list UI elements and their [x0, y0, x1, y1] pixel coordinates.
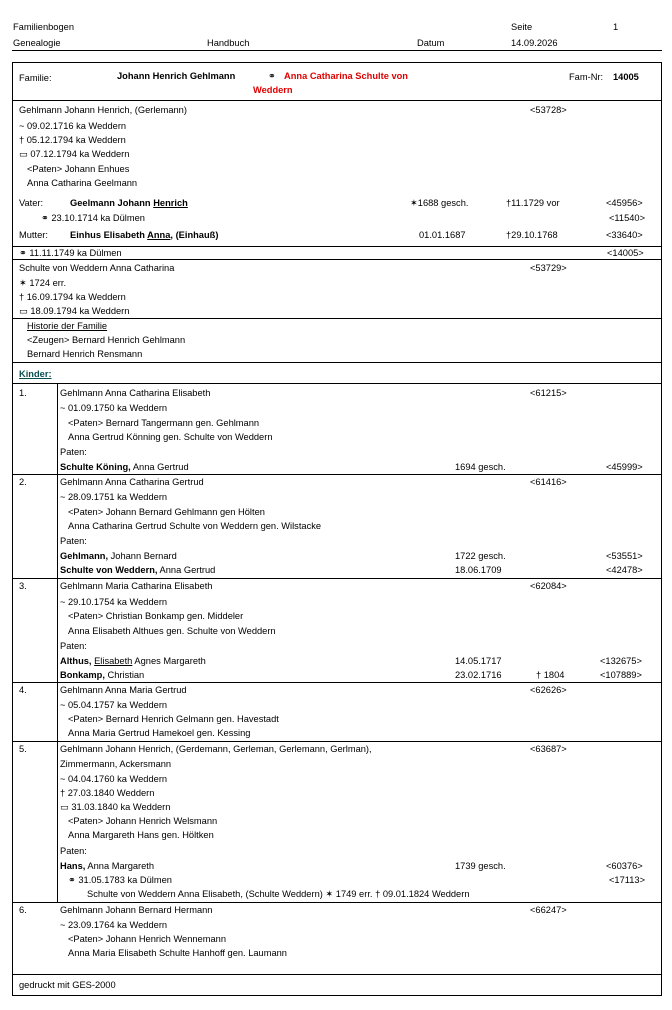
child-5-paten-2: Anna Margareth Hans gen. Höltken — [68, 830, 214, 840]
husband-death: † 05.12.1794 ka Weddern — [19, 135, 126, 145]
child-5-spouse-given: Anna Margareth — [85, 861, 155, 871]
divider-child-6 — [12, 902, 662, 903]
mother-label: Mutter: — [19, 230, 48, 240]
child-4-number: 4. — [19, 685, 27, 695]
child-3-paten-label: Paten: — [60, 641, 87, 651]
child-2-spouse-2 — [60, 564, 215, 576]
wife-id: <53729> — [530, 263, 567, 273]
mother-death: †29.10.1768 — [506, 230, 558, 240]
child-3-baptism: ~ 29.10.1754 ka Weddern — [60, 597, 168, 607]
divider-child-3 — [12, 578, 662, 579]
child-5-marriage-spouse: Schulte von Weddern Anna Elisabeth, (Schulte Weddern) ✶ 1749 err. † 09.01.1824 Weddern — [87, 889, 470, 899]
wife-burial: ▭ 18.09.1794 ka Weddern — [19, 306, 130, 316]
doc-title: Familienbogen — [13, 22, 74, 32]
child-5-marriage: ⚭ 31.05.1783 ka Dülmen — [68, 875, 172, 885]
child-1-name: Gehlmann Anna Catharina Elisabeth — [60, 388, 211, 398]
child-6-paten-2: Anna Maria Elisabeth Schulte Hanhoff gen. Laumann — [68, 948, 287, 958]
wife-name: Schulte von Weddern Anna Catharina — [19, 263, 175, 273]
child-1-paten-2: Anna Gertrud Könning gen. Schulte von Weddern — [68, 432, 273, 442]
child-3-spouse-2-given: Christian — [104, 670, 145, 680]
family-box-bottom — [12, 100, 662, 101]
print-date: 14.09.2026 — [511, 38, 558, 48]
family-wife-line1: Anna Catharina Schulte von — [284, 71, 408, 81]
child-5-paten-label: Paten: — [60, 846, 87, 856]
child-2-id: <61416> — [530, 477, 567, 487]
child-6-name: Gehlmann Johann Bernard Hermann — [60, 905, 213, 915]
child-5-spouse-id: <60376> — [606, 861, 643, 871]
divider-child-4 — [12, 682, 662, 683]
child-3-spouse-1-id: <132675> — [600, 656, 642, 666]
child-2-name: Gehlmann Anna Catharina Gertrud — [60, 477, 204, 487]
child-3-paten-2: Anna Elisabeth Althues gen. Schulte von Weddern — [68, 626, 276, 636]
mother-name-text: Einhus Elisabeth — [70, 230, 148, 240]
header-rule — [12, 50, 662, 51]
child-5-name: Gehlmann Johann Henrich, (Gerdemann, Gerleman, Gerlemann, Gerlman), — [60, 744, 372, 754]
child-2-spouse-1-birth: 1722 gesch. — [455, 551, 506, 561]
child-3-spouse-2-death: † 1804 — [536, 670, 565, 680]
child-3-name: Gehlmann Maria Catharina Elisabeth — [60, 581, 213, 591]
child-1-id: <61215> — [530, 388, 567, 398]
family-label: Familie: — [19, 73, 52, 83]
child-2-spouse-1-surname: Gehlmann, — [60, 551, 109, 561]
child-3-id: <62084> — [530, 581, 567, 591]
child-3-number: 3. — [19, 581, 27, 591]
fam-nr: 14005 — [613, 72, 639, 82]
child-6-number: 6. — [19, 905, 27, 915]
page-label: Seite — [511, 22, 533, 32]
father-name-text: Geelmann Johann — [70, 198, 154, 208]
history-line-1: <Zeugen> Bernard Henrich Gehlmann — [27, 335, 186, 345]
child-2-spouse-2-birth: 18.06.1709 — [455, 565, 502, 575]
mother-name — [70, 229, 218, 241]
child-6-paten-1: <Paten> Johann Henrich Wennemann — [68, 934, 226, 944]
child-4-paten-1: <Paten> Bernard Henrich Gelmann gen. Havestadt — [68, 714, 279, 724]
marriage-id: <14005> — [607, 248, 644, 258]
father-id: <45956> — [606, 198, 643, 208]
child-5-marriage-id: <17113> — [609, 875, 646, 885]
children-left — [12, 383, 13, 974]
child-4-baptism: ~ 05.04.1757 ka Weddern — [60, 700, 168, 710]
doc-subtitle: Genealogie — [13, 38, 61, 48]
father-death: †11.1729 vor — [506, 198, 560, 208]
marriage-symbol: ⚭ — [268, 71, 276, 81]
divider-child-1 — [12, 383, 662, 384]
family-wife-line2: Weddern — [253, 85, 293, 95]
wife-death: † 16.09.1794 ka Weddern — [19, 292, 126, 302]
child-4-paten-2: Anna Maria Gertrud Hamekoel gen. Kessing — [68, 728, 251, 738]
footer-printed-with: gedruckt mit GES-2000 — [19, 980, 116, 990]
husband-paten-1: <Paten> Johann Enhues — [27, 164, 130, 174]
divider-child-2 — [12, 474, 662, 475]
father-marriage: ⚭ 23.10.1714 ka Dülmen — [41, 213, 145, 223]
child-5-spouse-surname: Hans, — [60, 861, 86, 871]
child-2-spouse-1-id: <53551> — [606, 551, 643, 561]
child-1-spouse-surname: Schulte Köning, — [60, 462, 131, 472]
child-1-spouse-birth: 1694 gesch. — [455, 462, 506, 472]
father-birth: ✶1688 gesch. — [410, 198, 469, 208]
child-6-id: <66247> — [530, 905, 567, 915]
child-3-spouse-1-given: Agnes Margareth — [132, 656, 206, 666]
father-name — [70, 197, 188, 209]
child-5-id: <63687> — [530, 744, 567, 754]
child-2-spouse-2-surname: Schulte von Weddern, — [60, 565, 158, 575]
child-5-paten-1: <Paten> Johann Henrich Welsmann — [68, 816, 218, 826]
marriage-date: ⚭ 11.11.1749 ka Dülmen — [19, 248, 122, 258]
father-marriage-id: <11540> — [609, 213, 646, 223]
children-num-col — [57, 383, 58, 902]
child-5-number: 5. — [19, 744, 27, 754]
child-3-spouse-1-birth: 14.05.1717 — [455, 656, 502, 666]
history-title: Historie der Familie — [27, 321, 108, 331]
child-1-spouse-given: Anna Gertrud — [130, 462, 189, 472]
child-5-burial: ▭ 31.03.1840 ka Weddern — [60, 802, 171, 812]
husband-name: Gehlmann Johann Henrich, (Gerlemann) — [19, 105, 187, 115]
family-husband: Johann Henrich Gehlmann — [117, 71, 236, 81]
child-3-spouse-2-id: <107889> — [600, 670, 642, 680]
wife-birth: ✶ 1724 err. — [19, 278, 67, 288]
child-3-spouse-2 — [60, 669, 144, 681]
handbook-label: Handbuch — [207, 38, 250, 48]
child-1-number: 1. — [19, 388, 27, 398]
child-3-paten-1: <Paten> Christian Bonkamp gen. Middeler — [68, 611, 244, 621]
history-line-2: Bernard Henrich Rensmann — [27, 349, 143, 359]
child-3-spouse-2-surname: Bonkamp, — [60, 670, 105, 680]
page-number: 1 — [613, 22, 619, 32]
children-heading: Kinder: — [19, 369, 52, 379]
mother-name-suffix: , (Einhauß) — [170, 230, 219, 240]
child-2-paten-2: Anna Catharina Gertrud Schulte von Weddern gen. Wilstacke — [68, 521, 322, 531]
child-3-spouse-1-surname: Althus, — [60, 656, 92, 666]
child-4-name: Gehlmann Anna Maria Gertrud — [60, 685, 187, 695]
child-5-name-continued: Zimmermann, Ackersmann — [60, 759, 172, 769]
frame-bottom — [12, 995, 662, 996]
mother-birth: 01.01.1687 — [419, 230, 466, 240]
family-box-top — [12, 62, 662, 63]
child-3-spouse-2-birth: 23.02.1716 — [455, 670, 502, 680]
mother-id: <33640> — [606, 230, 643, 240]
fam-nr-label: Fam-Nr: — [569, 72, 604, 82]
child-2-paten-label: Paten: — [60, 536, 87, 546]
child-1-spouse — [60, 461, 189, 473]
divider-wife — [12, 259, 662, 260]
child-5-spouse-birth: 1739 gesch. — [455, 861, 506, 871]
datum-label: Datum — [417, 38, 445, 48]
child-5-baptism: ~ 04.04.1760 ka Weddern — [60, 774, 168, 784]
child-5-death: † 27.03.1840 Weddern — [60, 788, 155, 798]
divider-children — [12, 362, 662, 363]
father-name-underlined: Henrich — [153, 198, 188, 208]
child-4-id: <62626> — [530, 685, 567, 695]
child-3-spouse-1-underlined: Elisabeth — [94, 656, 133, 666]
husband-burial: ▭ 07.12.1794 ka Weddern — [19, 149, 130, 159]
divider-footer — [12, 974, 662, 975]
child-2-paten-1: <Paten> Johann Bernard Gehlmann gen Hölten — [68, 507, 265, 517]
father-label: Vater: — [19, 198, 44, 208]
child-1-paten-label: Paten: — [60, 447, 87, 457]
child-1-spouse-id: <45999> — [606, 462, 643, 472]
husband-baptism: ~ 09.02.1716 ka Weddern — [19, 121, 127, 131]
child-1-paten-1: <Paten> Bernard Tangermann gen. Gehlmann — [68, 418, 260, 428]
frame-right — [661, 62, 662, 996]
child-5-spouse — [60, 860, 154, 872]
child-2-spouse-2-given: Anna Gertrud — [157, 565, 216, 575]
child-2-spouse-1 — [60, 550, 177, 562]
child-6-baptism: ~ 23.09.1764 ka Weddern — [60, 920, 168, 930]
husband-id: <53728> — [530, 105, 567, 115]
husband-paten-2: Anna Catharina Geelmann — [27, 178, 138, 188]
child-2-spouse-1-given: Johann Bernard — [108, 551, 177, 561]
mother-name-underlined: Anna — [147, 230, 171, 240]
child-1-baptism: ~ 01.09.1750 ka Weddern — [60, 403, 168, 413]
divider-child-5 — [12, 741, 662, 742]
child-2-spouse-2-id: <42478> — [606, 565, 643, 575]
divider-history — [12, 318, 662, 319]
child-2-baptism: ~ 28.09.1751 ka Weddern — [60, 492, 168, 502]
child-3-spouse-1 — [60, 655, 206, 667]
child-2-number: 2. — [19, 477, 27, 487]
